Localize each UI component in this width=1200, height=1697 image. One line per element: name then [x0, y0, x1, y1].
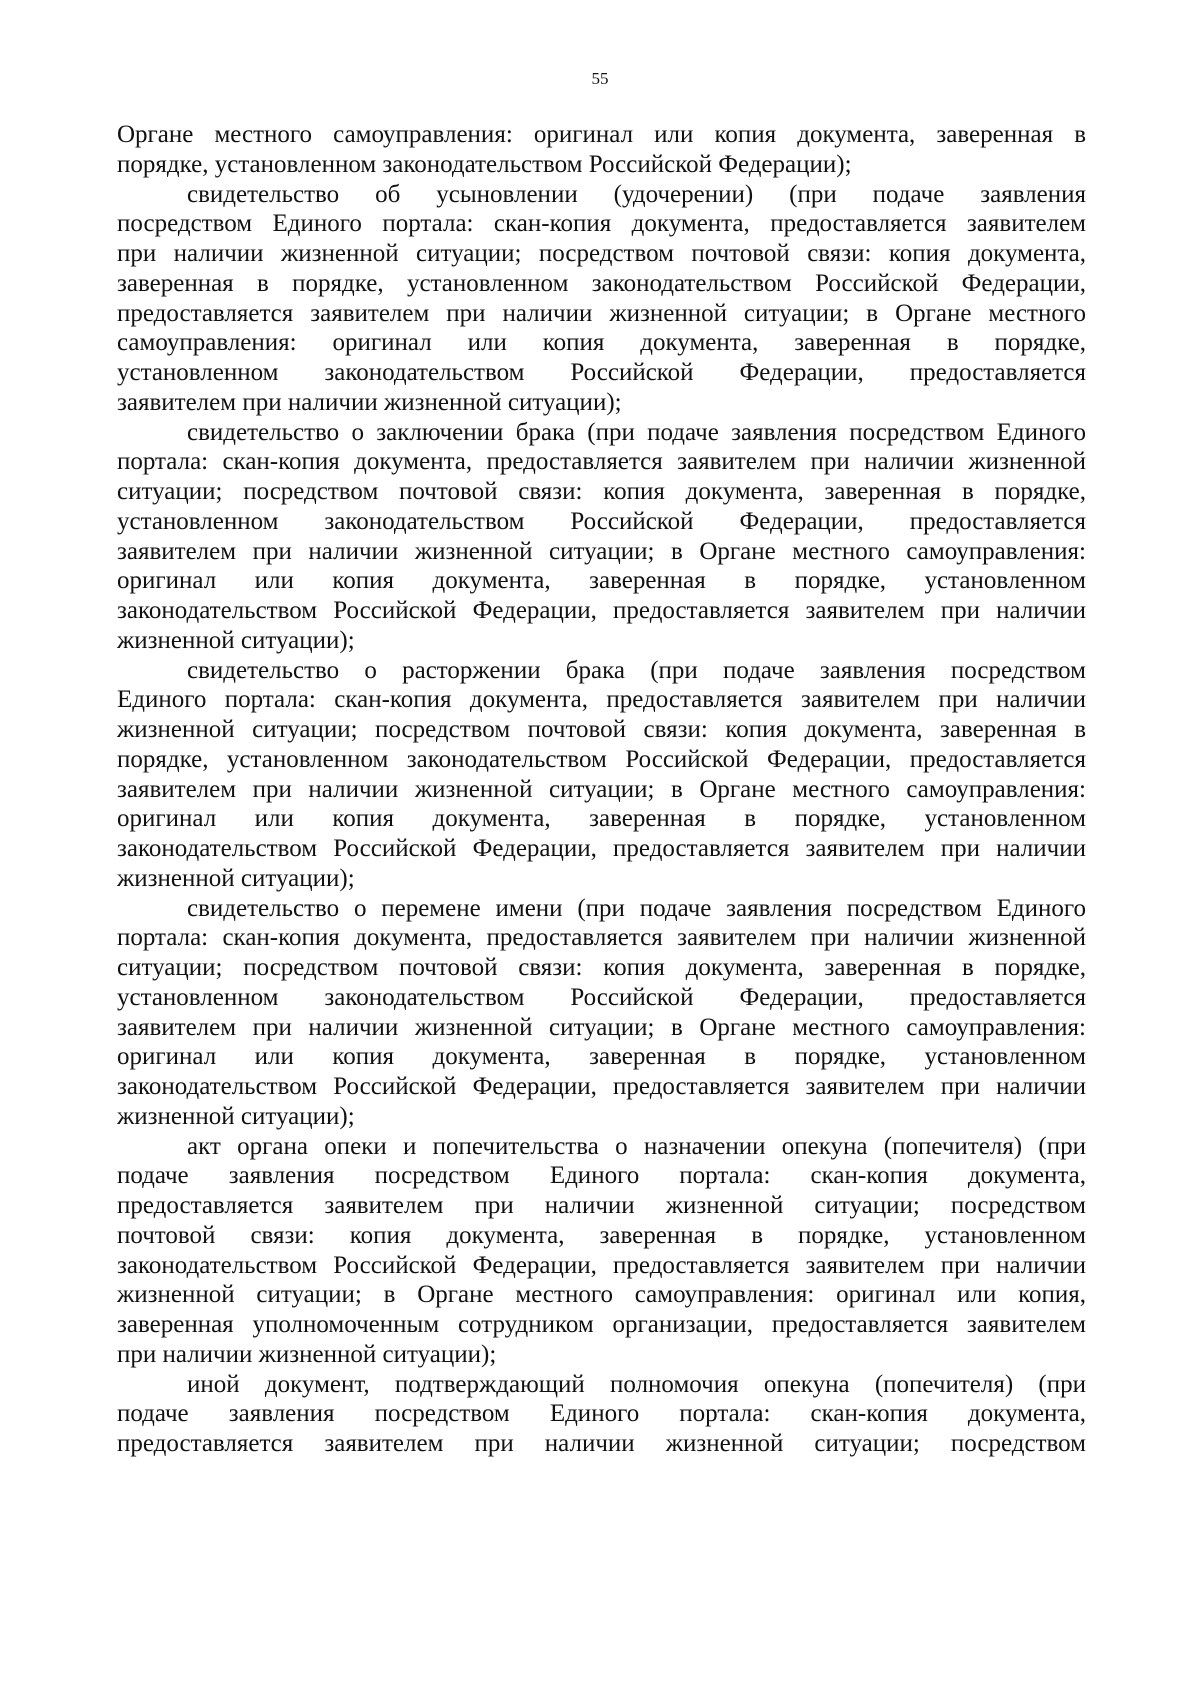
text-line: заверенная уполномоченным сотрудником организации, предоставляется заявителем	[117, 1311, 1086, 1338]
text-line: предоставляется заявителем при наличии жизненной ситуации; посредством	[117, 1192, 1086, 1219]
text-line: законодательством Российской Федерации, предоставляется заявителем при наличии	[117, 1073, 1086, 1100]
text-line: свидетельство о заключении брака (при подаче заявления посредством Единого	[187, 418, 1086, 446]
text-line: жизненной ситуации; посредством почтовой связи: копия документа, заверенная в	[117, 716, 1086, 743]
text-line: установленном законодательством Российской Федерации, предоставляется	[117, 983, 1086, 1011]
text-line: установленном законодательством Российской Федерации, предоставляется	[117, 359, 1086, 386]
text-line: предоставляется заявителем при наличии жизненной ситуации; в Органе местного	[117, 299, 1086, 327]
text-line: свидетельство об усыновлении (удочерении) (при подаче заявления	[187, 180, 1086, 208]
text-line: подаче заявления посредством Единого портала: скан-копия документа,	[117, 1400, 1086, 1428]
text-line: заявителем при наличии жизненной ситуации; в Органе местного самоуправления:	[117, 1013, 1086, 1041]
text-line: ситуации; посредством почтовой связи: копия документа, заверенная в порядке,	[117, 954, 1086, 981]
text-line: иной документ, подтверждающий полномочия опекуна (попечителя) (при	[187, 1370, 1086, 1398]
text-line: ситуации; посредством почтовой связи: копия документа, заверенная в порядке,	[117, 478, 1086, 505]
text-line: оригинал или копия документа, заверенная в порядке, установленном	[117, 567, 1086, 595]
text-line: портала: скан-копия документа, предоставляется заявителем при наличии жизненной	[117, 448, 1086, 476]
text-line: предоставляется заявителем при наличии жизненной ситуации; посредством	[117, 1430, 1086, 1457]
text-line: Единого портала: скан-копия документа, предоставляется заявителем при наличии	[117, 686, 1086, 714]
text-line: Органе местного самоуправления: оригинал или копия документа, заверенная в	[117, 121, 1086, 148]
page-number: 55	[591, 69, 609, 88]
text-line: оригинал или копия документа, заверенная в порядке, установленном	[117, 805, 1086, 833]
text-line: порядке, установленном законодательством Российской Федерации, предоставляется	[117, 745, 1086, 773]
text-line: при наличии жизненной ситуации);	[117, 1340, 497, 1368]
text-line: свидетельство о перемене имени (при подаче заявления посредством Единого	[187, 894, 1086, 922]
text-line: установленном законодательством Российской Федерации, предоставляется	[117, 507, 1086, 535]
text-line: заявителем при наличии жизненной ситуации; в Органе местного самоуправления:	[117, 537, 1086, 565]
text-line: акт органа опеки и попечительства о назначении опекуна (попечителя) (при	[187, 1132, 1086, 1160]
text-line: жизненной ситуации; в Органе местного самоуправления: оригинал или копия,	[117, 1281, 1086, 1309]
document-text	[117, 120, 1086, 1459]
text-line: подаче заявления посредством Единого портала: скан-копия документа,	[117, 1162, 1086, 1190]
text-line: заявителем при наличии жизненной ситуации);	[117, 388, 622, 416]
text-line: законодательством Российской Федерации, предоставляется заявителем при наличии	[117, 835, 1086, 862]
text-line: свидетельство о расторжении брака (при подаче заявления посредством	[187, 656, 1086, 684]
text-line: посредством Единого портала: скан-копия документа, предоставляется заявителем	[117, 210, 1086, 238]
text-line: при наличии жизненной ситуации; посредством почтовой связи: копия документа,	[117, 240, 1086, 267]
text-line: жизненной ситуации);	[117, 864, 355, 892]
text-line: порядке, установленном законодательством Российской Федерации);	[117, 150, 852, 178]
text-line: заявителем при наличии жизненной ситуации; в Органе местного самоуправления:	[117, 775, 1086, 803]
text-line: портала: скан-копия документа, предоставляется заявителем при наличии жизненной	[117, 924, 1086, 952]
text-line: самоуправления: оригинал или копия документа, заверенная в порядке,	[117, 329, 1086, 357]
text-line: почтовой связи: копия документа, заверенная в порядке, установленном	[117, 1221, 1086, 1249]
text-line: жизненной ситуации);	[117, 626, 355, 654]
text-line: оригинал или копия документа, заверенная в порядке, установленном	[117, 1043, 1086, 1071]
text-line: законодательством Российской Федерации, предоставляется заявителем при наличии	[117, 597, 1086, 624]
text-line: жизненной ситуации);	[117, 1102, 355, 1130]
text-line: законодательством Российской Федерации, предоставляется заявителем при наличии	[117, 1251, 1086, 1279]
text-line: заверенная в порядке, установленном законодательством Российской Федерации,	[117, 269, 1086, 297]
